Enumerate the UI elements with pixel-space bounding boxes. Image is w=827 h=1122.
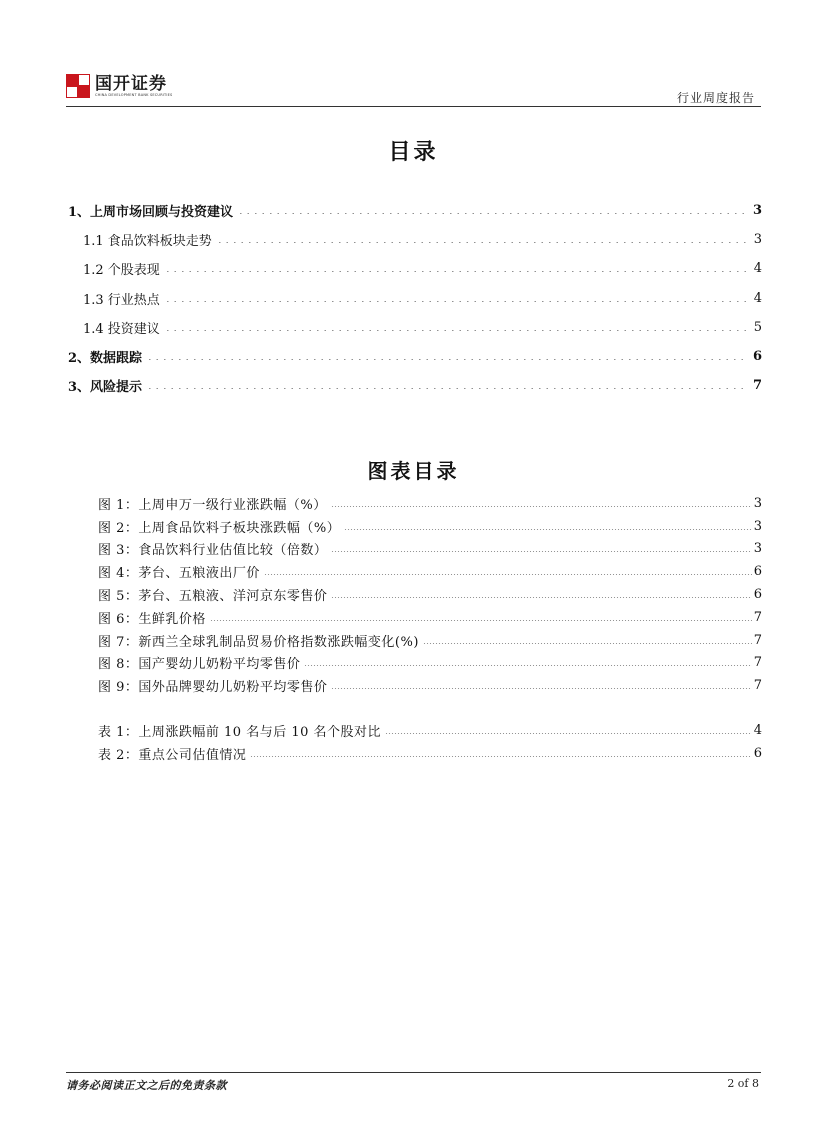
toc-item-page: 3 [753,232,762,248]
table-item-label: 表 1：上周涨跌幅前 10 名与后 10 名个股对比 [98,724,382,740]
toc-item-label: 1.4 投资建议 [83,321,160,337]
figure-item[interactable] [98,652,762,675]
dot-leader [216,242,748,243]
figure-item-page: 3 [753,495,762,511]
header-divider [66,106,761,107]
figure-item[interactable] [98,515,762,538]
dot-leader [146,388,747,389]
figure-item-label: 图 9：国外品牌婴幼儿奶粉平均零售价 [98,680,328,696]
toc-item[interactable] [68,284,762,313]
figure-item-page: 3 [753,541,762,557]
figure-item-label: 图 1：上周申万一级行业涨跌幅（%） [98,497,327,513]
dot-leader [344,529,751,530]
toc-item-page: 3 [752,203,762,219]
dot-leader [331,551,751,552]
table-item-label: 表 2：重点公司估值情况 [98,747,247,763]
figure-item-page: 7 [753,632,762,648]
figure-item-label: 图 5：茅台、五粮液、洋河京东零售价 [98,589,328,605]
toc-item-page: 5 [753,319,762,335]
dot-leader [331,506,752,507]
page-indicator: 2 of 8 [727,1077,759,1090]
toc-item[interactable] [68,342,762,371]
toc-item-label: 1.2 个股表现 [83,263,160,279]
dot-leader [250,756,751,757]
toc-item[interactable] [68,371,762,400]
toc-item-label: 2、数据跟踪 [68,351,143,367]
figure-item-page: 3 [753,518,762,534]
dot-leader [264,574,752,575]
table-item[interactable] [98,742,762,765]
toc-item[interactable] [68,196,762,225]
toc-item-page: 6 [752,349,762,365]
figure-item[interactable] [98,606,762,629]
footer-disclaimer: 请务必阅读正文之后的免责条款 [66,1079,227,1092]
figure-item-page: 6 [753,587,762,603]
table-list [98,719,762,765]
report-type: 行业周度报告 [676,91,755,105]
toc-title: 目录 [388,139,439,165]
dot-leader [331,597,751,598]
toc-item[interactable] [68,254,762,283]
table-item-page: 6 [753,745,762,761]
toc-item-label: 1、上周市场回顾与投资建议 [68,205,234,221]
figure-item[interactable] [98,629,762,652]
company-logo [66,74,172,98]
figure-item-label: 图 7：新西兰全球乳制品贸易价格指数涨跌幅变化(%) [98,634,419,650]
dot-leader [331,688,751,689]
toc-list [68,196,762,400]
logo-name-cn: 国开证券 [95,73,167,94]
figure-list [98,492,762,697]
dot-leader [210,620,752,621]
toc-item[interactable] [68,225,762,254]
page-header [66,72,761,108]
figure-item[interactable] [98,492,762,515]
dot-leader [146,359,747,360]
logo-mark-icon [66,74,90,98]
figure-item[interactable] [98,583,762,606]
toc-item-page: 4 [753,261,762,277]
footer-divider [66,1072,761,1073]
dot-leader [164,271,748,272]
toc-item[interactable] [68,313,762,342]
figure-item-label: 图 2：上周食品饮料子板块涨跌幅（%） [98,520,341,536]
table-item[interactable] [98,719,762,742]
toc-item-label: 1.3 行业热点 [83,292,160,308]
figure-toc-title: 图表目录 [367,459,460,483]
figure-item[interactable] [98,674,762,697]
figure-item-label: 图 8：国产婴幼儿奶粉平均零售价 [98,657,301,673]
dot-leader [385,733,752,734]
figure-item-label: 图 4：茅台、五粮液出厂价 [98,566,260,582]
figure-item-page: 7 [753,678,762,694]
figure-item-page: 7 [753,655,762,671]
dot-leader [164,330,748,331]
toc-item-label: 3、风险提示 [68,380,143,396]
logo-name-en: CHINA DEVELOPMENT BANK SECURITIES [95,92,173,97]
dot-leader [237,213,747,214]
table-item-page: 4 [753,722,762,738]
figure-item-label: 图 6：生鲜乳价格 [98,611,206,627]
toc-item-label: 1.1 食品饮料板块走势 [83,234,212,250]
figure-item-label: 图 3：食品饮料行业估值比较（倍数） [98,543,328,559]
dot-leader [164,301,748,302]
figure-item-page: 6 [753,564,762,580]
toc-item-page: 4 [753,290,762,306]
dot-leader [423,643,752,644]
toc-item-page: 7 [752,378,762,394]
figure-item[interactable] [98,560,762,583]
dot-leader [304,665,751,666]
figure-item[interactable] [98,538,762,561]
figure-item-page: 7 [753,609,762,625]
